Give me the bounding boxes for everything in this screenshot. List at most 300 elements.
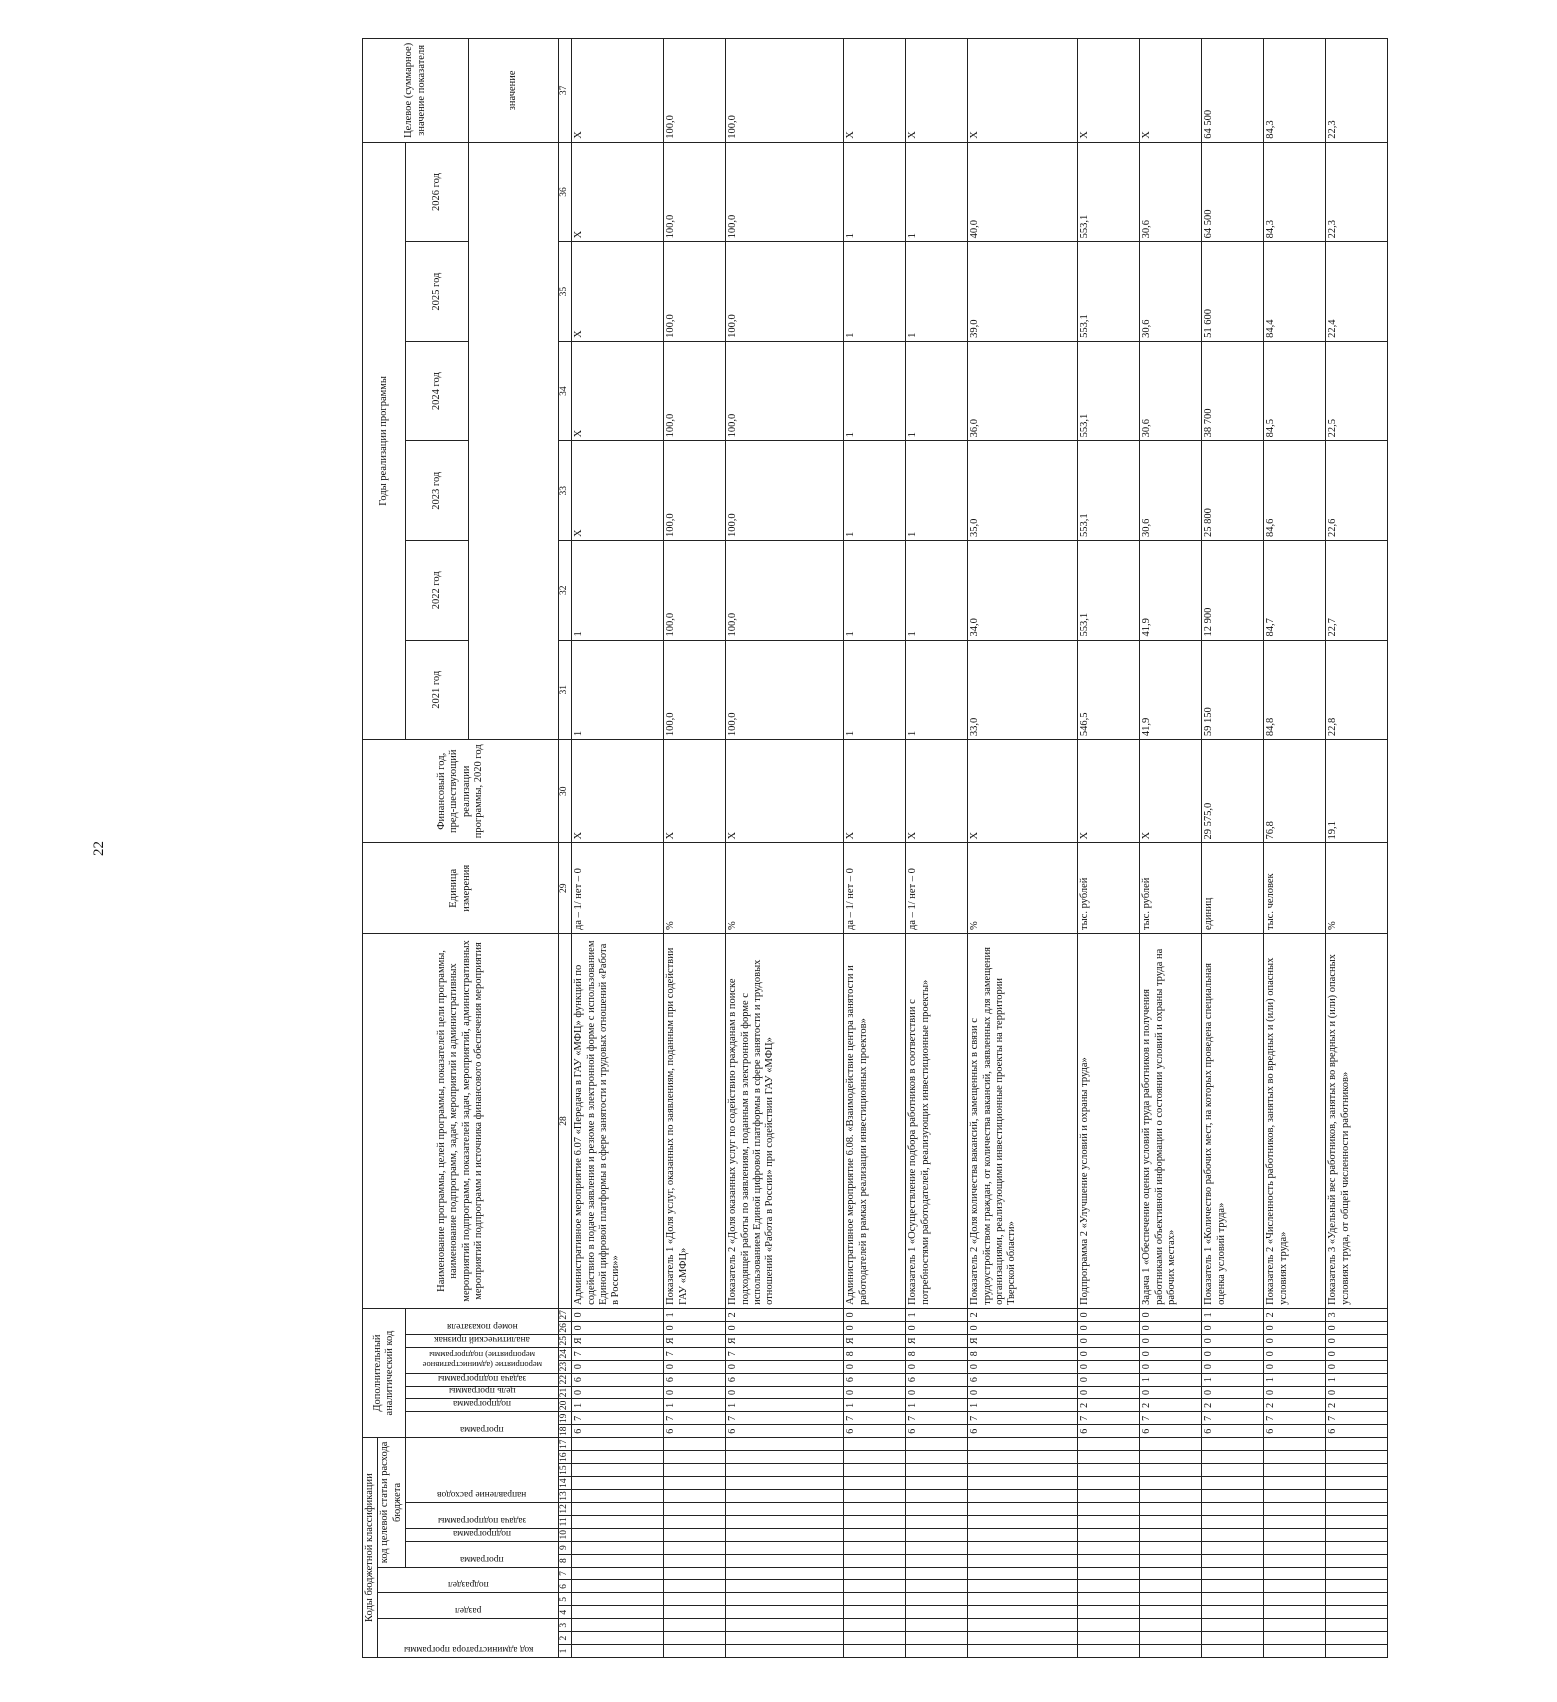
column-number: 18 (559, 1425, 572, 1438)
row-name: Показатель 3 «Удельный вес работников, занятых во вредных и (или) опасных условиях труда, от общей численности работников» (1326, 933, 1388, 1308)
code-cell (1140, 1464, 1202, 1477)
row-target-value: Х (968, 39, 1078, 143)
table-row (572, 39, 664, 1658)
code-cell (1140, 1567, 1202, 1580)
row-unit: % (1326, 843, 1388, 934)
code-cell (844, 1567, 906, 1580)
code-cell: 6 (906, 1425, 968, 1438)
code-cell: 1 (664, 1308, 726, 1321)
code-cell: 0 (1326, 1334, 1388, 1347)
column-number: 4 (559, 1606, 572, 1619)
code-cell (968, 1541, 1078, 1554)
row-year-value: 100,0 (726, 242, 844, 342)
code-cell: 0 (1140, 1347, 1202, 1360)
row-unit: % (968, 843, 1078, 934)
code-cell (1202, 1580, 1264, 1593)
code-cell: 1 (1140, 1373, 1202, 1386)
code-cell (1326, 1632, 1388, 1645)
code-cell (572, 1528, 664, 1541)
row-year-value: 59 150 (1202, 640, 1264, 740)
code-cell (726, 1541, 844, 1554)
row-value-2020: Х (1078, 740, 1140, 843)
code-cell (1140, 1619, 1202, 1632)
column-number: 6 (559, 1580, 572, 1593)
row-year-value: 33,0 (968, 640, 1078, 740)
row-unit: % (664, 843, 726, 934)
code-cell (844, 1645, 906, 1658)
code-cell: 0 (968, 1321, 1078, 1334)
code-cell: Я (726, 1334, 844, 1347)
row-year-value: 546,5 (1078, 640, 1140, 740)
code-cell (572, 1490, 664, 1503)
code-cell (844, 1464, 906, 1477)
table-row (664, 39, 726, 1658)
code-cell: 6 (844, 1425, 906, 1438)
code-cell: 1 (664, 1399, 726, 1412)
code-cell: 1 (1326, 1373, 1388, 1386)
code-cell (844, 1451, 906, 1464)
column-number: 36 (559, 142, 572, 242)
code-cell (968, 1593, 1078, 1606)
code-cell (1264, 1464, 1326, 1477)
code-cell (572, 1477, 664, 1490)
code-cell: 2 (1326, 1399, 1388, 1412)
code-cell (572, 1580, 664, 1593)
row-year-value: 30,6 (1140, 341, 1202, 441)
row-year-value: 22,5 (1326, 341, 1388, 441)
code-cell: 6 (726, 1425, 844, 1438)
row-year-value: 1 (906, 540, 968, 640)
code-cell (906, 1515, 968, 1528)
column-number: 17 (559, 1438, 572, 1451)
year-2022-header: 2022 год (406, 540, 469, 640)
column-number: 19 (559, 1412, 572, 1425)
code-cell (1140, 1477, 1202, 1490)
code-cell (664, 1580, 726, 1593)
row-year-value: 100,0 (726, 441, 844, 541)
code-cell (1326, 1541, 1388, 1554)
row-name: Административное мероприятие 6.07 «Передача в ГАУ «МФЦ» функций по содействию в подаче заявления и резюме в электронной форме с использованием Единой цифровой платформы в сфере занятости и трудовых отношений «Работа в России»» (572, 933, 664, 1308)
code-cell (1078, 1606, 1140, 1619)
code-cell: 0 (1078, 1308, 1140, 1321)
code-cell (572, 1502, 664, 1515)
code-cell: 0 (726, 1360, 844, 1373)
code-cell (1264, 1541, 1326, 1554)
code-cell (906, 1619, 968, 1632)
row-value-2020: 76,8 (1264, 740, 1326, 843)
code-cell (1140, 1541, 1202, 1554)
code-cell (1326, 1477, 1388, 1490)
row-year-value: 100,0 (726, 540, 844, 640)
row-name: Подпрограмма 2 «Улучшение условий и охраны труда» (1078, 933, 1140, 1308)
code-cell (1140, 1632, 1202, 1645)
code-cell: 0 (1202, 1360, 1264, 1373)
code-cell: 0 (1264, 1321, 1326, 1334)
row-unit: тыс. человек (1264, 843, 1326, 934)
code-cell: 0 (1140, 1386, 1202, 1399)
code-cell (1202, 1619, 1264, 1632)
code-cell: 7 (968, 1412, 1078, 1425)
row-year-value: 38 700 (1202, 341, 1264, 441)
code-cell: 7 (572, 1347, 664, 1360)
column-number: 33 (559, 441, 572, 541)
code-cell (844, 1502, 906, 1515)
fin-year-column-header: Финансовый год, пред-шествующий реализации программы, 2020 год (363, 740, 559, 843)
code-cell (1078, 1438, 1140, 1451)
code-cell (664, 1541, 726, 1554)
column-number: 23 (559, 1360, 572, 1373)
code-cell: 0 (1140, 1334, 1202, 1347)
column-number: 27 (559, 1308, 572, 1321)
code-cell (1326, 1502, 1388, 1515)
code-cell (1326, 1528, 1388, 1541)
row-year-value: 100,0 (726, 341, 844, 441)
table-row (906, 39, 968, 1658)
row-year-value: 34,0 (968, 540, 1078, 640)
row-name: Показатель 2 «Численность работников, занятых во вредных и (или) опасных условиях труда» (1264, 933, 1326, 1308)
row-year-value: 553,1 (1078, 540, 1140, 640)
code-cell (1078, 1580, 1140, 1593)
code-cell: 0 (1078, 1347, 1140, 1360)
code-cell (1078, 1645, 1140, 1658)
code-cell: 6 (844, 1373, 906, 1386)
code-cell: 0 (572, 1321, 664, 1334)
code-cell (968, 1606, 1078, 1619)
code-cell (1140, 1528, 1202, 1541)
column-number: 37 (559, 39, 572, 143)
row-target-value: Х (572, 39, 664, 143)
row-year-value: 100,0 (664, 640, 726, 740)
row-target-value: Х (1078, 39, 1140, 143)
row-year-value: 1 (572, 540, 664, 640)
code-cell (968, 1619, 1078, 1632)
code-cell (664, 1593, 726, 1606)
row-year-value: 553,1 (1078, 142, 1140, 242)
code-cell: 2 (1202, 1399, 1264, 1412)
code-cell (1202, 1477, 1264, 1490)
row-name: Показатель 2 «Доля количества вакансий, замещенных в связи с трудоустройством граждан, от количества вакансий, заявленных для замещения организациями, реализующими инвестиционные проекты на территории Тверской области» (968, 933, 1078, 1308)
code-cell (726, 1502, 844, 1515)
code-cell (968, 1502, 1078, 1515)
code-cell (906, 1554, 968, 1567)
code-cell (726, 1645, 844, 1658)
code-cell (726, 1528, 844, 1541)
column-number: 14 (559, 1477, 572, 1490)
year-2026-header: 2026 год (406, 142, 469, 242)
code-cell (906, 1541, 968, 1554)
code-cell: 1 (1202, 1308, 1264, 1321)
year-2025-header: 2025 год (406, 242, 469, 342)
row-value-2020: Х (572, 740, 664, 843)
ac-indicator-header: номер показателя (406, 1308, 559, 1334)
code-cell (906, 1645, 968, 1658)
code-cell (1202, 1528, 1264, 1541)
code-cell: Я (906, 1334, 968, 1347)
code-cell: 2 (726, 1308, 844, 1321)
ac-program-header: программа (406, 1412, 559, 1438)
column-number: 21 (559, 1386, 572, 1399)
year-2023-header: 2023 год (406, 441, 469, 541)
code-cell (1078, 1464, 1140, 1477)
code-cell: 0 (906, 1321, 968, 1334)
code-cell (726, 1632, 844, 1645)
row-name: Показатель 1 «Доля услуг, оказанных по заявлениям, поданным при содействии ГАУ «МФЦ» (664, 933, 726, 1308)
code-cell (1140, 1645, 1202, 1658)
row-year-value: 84,5 (1264, 341, 1326, 441)
rotated-table-wrapper (362, 38, 1557, 1658)
code-cell: 1 (1264, 1373, 1326, 1386)
row-year-value: 553,1 (1078, 441, 1140, 541)
row-unit: единиц (1202, 843, 1264, 934)
row-year-value: Х (572, 142, 664, 242)
code-cell (664, 1477, 726, 1490)
code-cell (572, 1541, 664, 1554)
code-cell (844, 1490, 906, 1503)
code-cell: 7 (906, 1412, 968, 1425)
code-cell (1078, 1528, 1140, 1541)
row-year-value: 36,0 (968, 341, 1078, 441)
column-number: 20 (559, 1399, 572, 1412)
code-cell (906, 1593, 968, 1606)
code-cell (1264, 1632, 1326, 1645)
code-cell (844, 1541, 906, 1554)
code-cell (726, 1477, 844, 1490)
code-cell (1326, 1593, 1388, 1606)
code-cell (1078, 1541, 1140, 1554)
code-cell (1202, 1541, 1264, 1554)
code-cell (968, 1464, 1078, 1477)
code-cell (572, 1619, 664, 1632)
page-number: 22 (91, 841, 107, 856)
column-number: 35 (559, 242, 572, 342)
row-year-value: 84,4 (1264, 242, 1326, 342)
code-cell (906, 1606, 968, 1619)
code-cell (1078, 1451, 1140, 1464)
column-number: 8 (559, 1554, 572, 1567)
code-cell: 0 (1326, 1321, 1388, 1334)
column-number: 5 (559, 1593, 572, 1606)
code-cell (572, 1593, 664, 1606)
column-number: 12 (559, 1502, 572, 1515)
code-cell (1326, 1619, 1388, 1632)
row-year-value: 84,8 (1264, 640, 1326, 740)
code-cell (664, 1619, 726, 1632)
code-cell (726, 1451, 844, 1464)
code-cell (664, 1567, 726, 1580)
code-cell: 6 (664, 1425, 726, 1438)
code-cell (906, 1528, 968, 1541)
code-cell: 0 (1140, 1308, 1202, 1321)
code-cell (968, 1490, 1078, 1503)
code-cell: 0 (1264, 1360, 1326, 1373)
column-numbers-row (559, 39, 572, 1658)
row-year-value: 1 (906, 142, 968, 242)
column-number: 2 (559, 1632, 572, 1645)
column-number: 31 (559, 640, 572, 740)
row-year-value: 100,0 (664, 242, 726, 342)
code-cell (664, 1632, 726, 1645)
program-table (362, 38, 1388, 1658)
code-cell: 0 (1078, 1373, 1140, 1386)
admin-code-header: код администратора программы (378, 1619, 559, 1658)
code-cell: 1 (968, 1399, 1078, 1412)
code-cell (1202, 1438, 1264, 1451)
code-cell: 0 (844, 1321, 906, 1334)
code-cell (664, 1464, 726, 1477)
code-cell (726, 1567, 844, 1580)
code-cell (968, 1580, 1078, 1593)
code-cell: 0 (1140, 1321, 1202, 1334)
row-target-value: 22,3 (1326, 39, 1388, 143)
code-cell (1140, 1438, 1202, 1451)
row-year-value: 22,7 (1326, 540, 1388, 640)
code-cell (1264, 1645, 1326, 1658)
row-year-value: 1 (906, 242, 968, 342)
column-number: 25 (559, 1334, 572, 1347)
code-cell: 8 (844, 1347, 906, 1360)
code-cell: 1 (572, 1399, 664, 1412)
code-cell (844, 1554, 906, 1567)
row-year-value: 25 800 (1202, 441, 1264, 541)
code-cell: 6 (1326, 1425, 1388, 1438)
code-cell: 0 (968, 1386, 1078, 1399)
row-year-value: 12 900 (1202, 540, 1264, 640)
code-cell (906, 1477, 968, 1490)
code-cell (1202, 1567, 1264, 1580)
task-subprogram-code-header: задача подпрограммы (406, 1502, 559, 1528)
code-cell: 0 (1202, 1334, 1264, 1347)
target-code-header: код целевой статьи расхода бюджета (378, 1438, 406, 1567)
code-cell (1078, 1632, 1140, 1645)
row-year-value: 22,6 (1326, 441, 1388, 541)
code-cell (572, 1438, 664, 1451)
row-name: Показатель 2 «Доля оказанных услуг по содействию гражданам в поиске подходящей работы по заявлениям, поданным в электронной форме с использованием Единой цифровой платформы в сфере занятости и трудовых отношений «Работа в России» при содействии ГАУ «МФЦ» (726, 933, 844, 1308)
row-value-2020: Х (664, 740, 726, 843)
row-name: Показатель 1 «Количество рабочих мест, на которых проведена специальная оценка условий труда» (1202, 933, 1264, 1308)
code-cell: 0 (1326, 1347, 1388, 1360)
code-cell (844, 1593, 906, 1606)
code-cell (726, 1554, 844, 1567)
code-cell (1202, 1451, 1264, 1464)
row-value-2020: Х (1140, 740, 1202, 843)
row-target-value: 84,3 (1264, 39, 1326, 143)
code-cell: 0 (1264, 1386, 1326, 1399)
code-cell (1264, 1554, 1326, 1567)
code-cell (844, 1632, 906, 1645)
code-cell (844, 1438, 906, 1451)
code-cell: 0 (1078, 1334, 1140, 1347)
row-year-value: 1 (844, 341, 906, 441)
row-year-value: 100,0 (726, 640, 844, 740)
code-cell: 6 (1264, 1425, 1326, 1438)
row-target-value: 64 500 (1202, 39, 1264, 143)
code-cell: 0 (1326, 1386, 1388, 1399)
row-year-value: 35,0 (968, 441, 1078, 541)
code-cell (664, 1645, 726, 1658)
code-cell (1264, 1451, 1326, 1464)
code-cell (664, 1502, 726, 1515)
code-cell (968, 1645, 1078, 1658)
row-year-value: 41,9 (1140, 540, 1202, 640)
column-number: 26 (559, 1321, 572, 1334)
code-cell (968, 1632, 1078, 1645)
code-cell (1264, 1515, 1326, 1528)
code-cell (1140, 1502, 1202, 1515)
code-cell: 0 (572, 1386, 664, 1399)
code-cell (906, 1632, 968, 1645)
code-cell: 6 (572, 1425, 664, 1438)
code-cell (1078, 1554, 1140, 1567)
code-cell (1264, 1606, 1326, 1619)
code-cell: 0 (664, 1360, 726, 1373)
code-cell: 0 (844, 1386, 906, 1399)
code-cell (726, 1593, 844, 1606)
code-cell (1140, 1606, 1202, 1619)
row-year-value: 100,0 (664, 142, 726, 242)
code-cell (726, 1580, 844, 1593)
code-cell: 2 (1264, 1308, 1326, 1321)
row-target-value: Х (844, 39, 906, 143)
row-year-value: 39,0 (968, 242, 1078, 342)
code-cell: 7 (1140, 1412, 1202, 1425)
column-number: 29 (559, 843, 572, 934)
years-group-header: Годы реализации программы (363, 142, 406, 739)
row-year-value: 22,3 (1326, 142, 1388, 242)
row-year-value: 553,1 (1078, 242, 1140, 342)
row-year-value: 30,6 (1140, 242, 1202, 342)
row-year-value: 100,0 (664, 341, 726, 441)
code-cell (1326, 1606, 1388, 1619)
row-year-value: 51 600 (1202, 242, 1264, 342)
code-cell: 0 (664, 1321, 726, 1334)
code-cell (1264, 1490, 1326, 1503)
code-cell: 7 (572, 1412, 664, 1425)
code-cell (1140, 1593, 1202, 1606)
row-year-value: 84,3 (1264, 142, 1326, 242)
column-number: 30 (559, 740, 572, 843)
code-cell (1264, 1580, 1326, 1593)
row-unit: да – 1/ нет – 0 (572, 843, 664, 934)
code-cell (572, 1451, 664, 1464)
code-cell (1326, 1515, 1388, 1528)
table-row (1202, 39, 1264, 1658)
code-cell: 1 (906, 1399, 968, 1412)
code-cell: 1 (726, 1399, 844, 1412)
direction-code-header: направление расходов (406, 1438, 559, 1503)
table-row (844, 39, 906, 1658)
code-cell (1202, 1645, 1264, 1658)
row-year-value: Х (572, 441, 664, 541)
row-year-value: 1 (844, 142, 906, 242)
row-year-value: 41,9 (1140, 640, 1202, 740)
code-cell (844, 1528, 906, 1541)
row-target-value: 100,0 (664, 39, 726, 143)
code-cell (906, 1580, 968, 1593)
column-number: 7 (559, 1567, 572, 1580)
row-year-value: 1 (844, 242, 906, 342)
code-cell: 0 (1202, 1347, 1264, 1360)
code-cell: 6 (572, 1373, 664, 1386)
budget-codes-header: Коды бюджетной классификации (363, 1438, 378, 1658)
code-cell: 0 (572, 1360, 664, 1373)
row-name: Показатель 1 «Осуществление подбора работников в соответствии с потребностями работодателей, реализующих инвестиционные проекты» (906, 933, 968, 1308)
section-header: раздел (378, 1593, 559, 1619)
code-cell: 0 (1078, 1321, 1140, 1334)
column-number: 16 (559, 1451, 572, 1464)
code-cell: 6 (1078, 1425, 1140, 1438)
code-cell (844, 1606, 906, 1619)
row-name: Административное мероприятие 6.08. «Взаимодействие центра занятости и работодателей в рамках реализации инвестиционных проектов» (844, 933, 906, 1308)
